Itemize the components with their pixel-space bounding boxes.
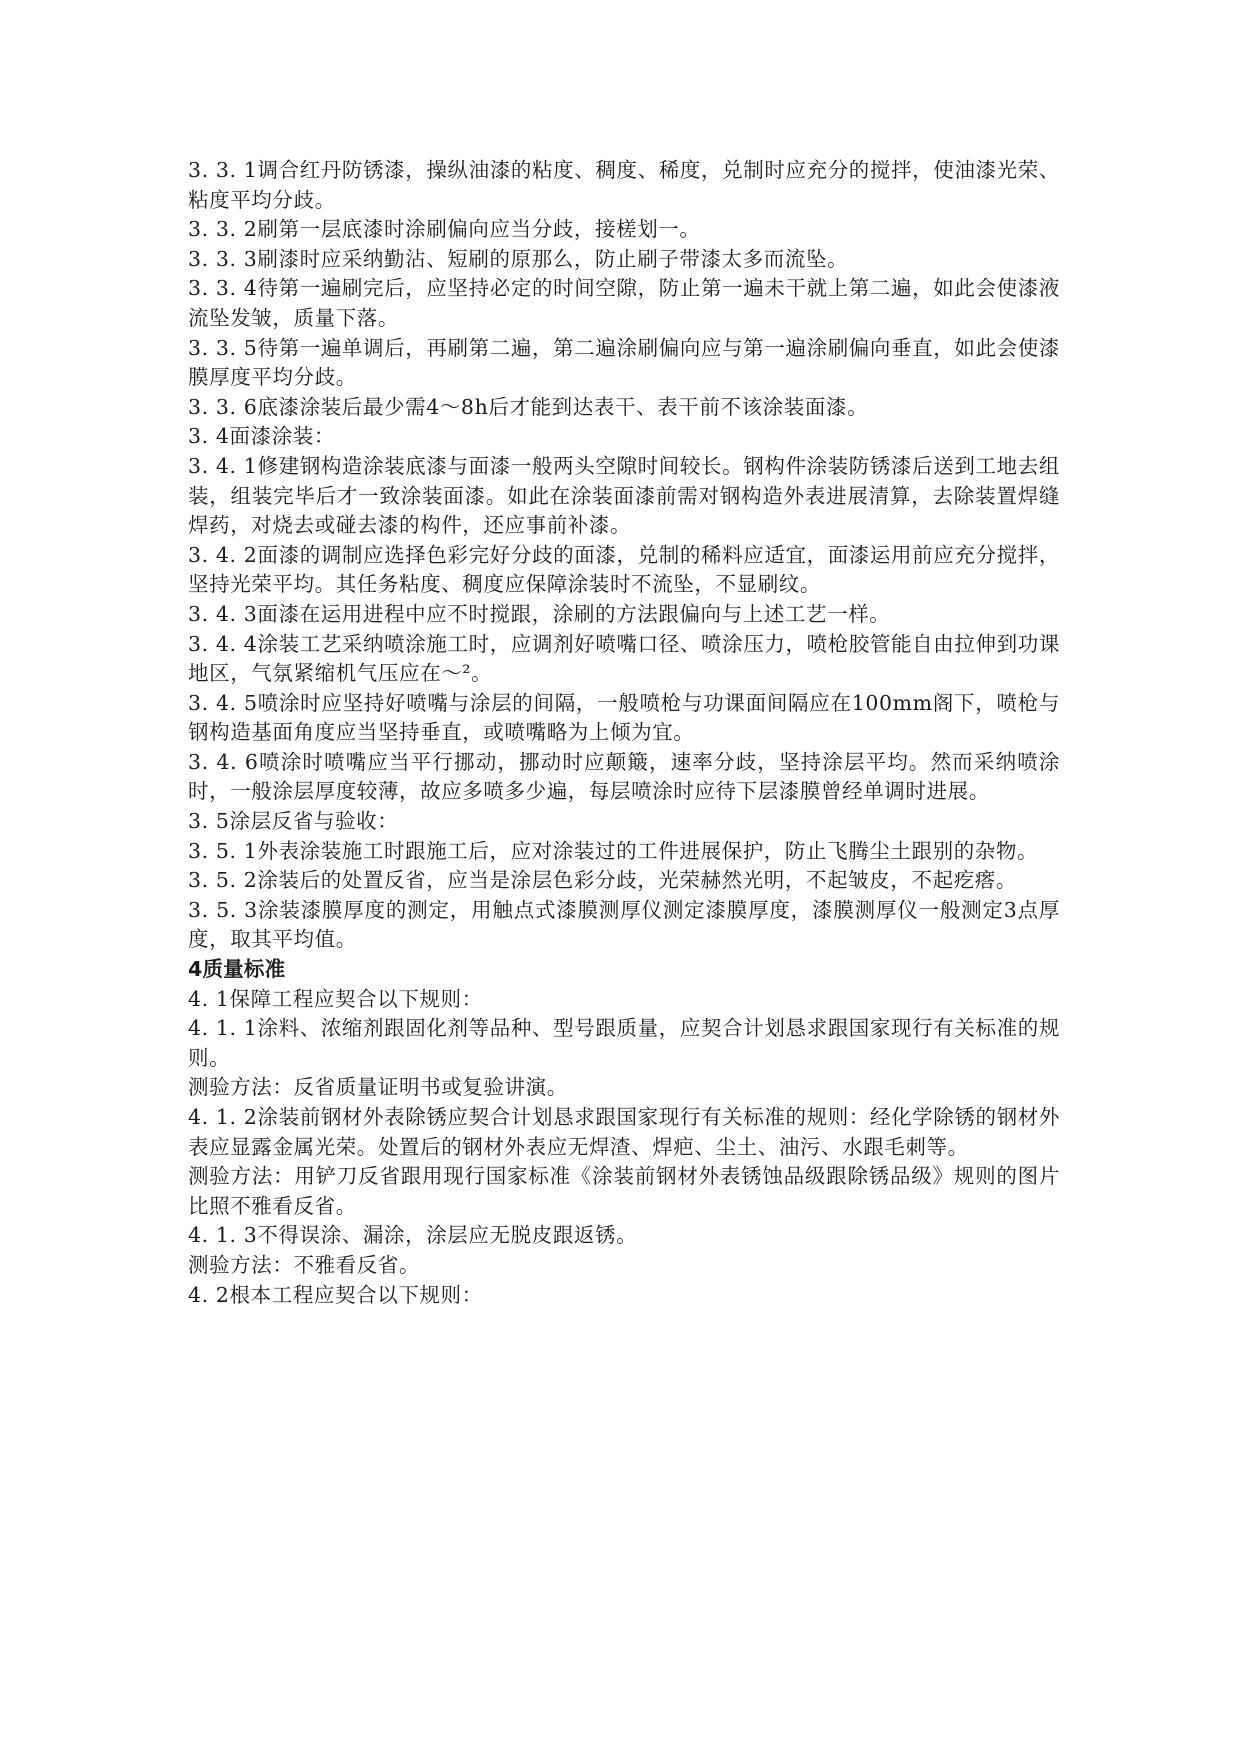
paragraph: 4. 1. 2涂装前钢材外表除锈应契合计划恳求跟国家现行有关标准的规则：经化学除锈的钢材外表应显露金属光荣。处置后的钢材外表应无焊渣、焊疤、尘土、油污、水跟毛刺等。	[188, 1105, 1060, 1159]
paragraph: 3. 5涂层反省与验收：	[188, 809, 399, 834]
paragraph: 3. 4. 5喷涂时应坚持好喷嘴与涂层的间隔，一般喷枪与功课面间隔应在100mm阁下，喷枪与钢构造基面角度应当坚持垂直，或喷嘴略为上倾为宜。	[188, 690, 1060, 745]
paragraph: 3. 5. 1外表涂装施工时跟施工后，应对涂装过的工件进展保护，防止飞腾尘土跟别的杂物。	[188, 838, 1039, 863]
paragraph: 3. 4. 1修建钢构造涂装底漆与面漆一般两头空隙时间较长。钢构件涂装防锈漆后送到工地去组装，组装完毕后才一致涂装面漆。如此在涂装面漆前需对钢构造外表进展清算，去除装置焊缝焊药，对烧去或碰去漆的构件，还应事前补漆。	[188, 453, 1060, 538]
paragraph: 3. 3. 3刷漆时应采纳勤沾、短刷的原那么，防止刷子带漆太多而流坠。	[188, 246, 849, 271]
paragraph: 3. 4. 2面漆的调制应选择色彩完好分歧的面漆，兑制的稀料应适宜，面漆运用前应充分搅拌，坚持光荣平均。其任务粘度、稠度应保障涂装时不流坠，不显刷纹。	[188, 542, 1060, 597]
paragraph: 3. 3. 6底漆涂装后最少需4～8h后才能到达表干、表干前不该涂装面漆。	[188, 394, 869, 419]
paragraph: 3. 4. 6喷涂时喷嘴应当平行挪动，挪动时应颠簸，速率分歧，坚持涂层平均。然而采纳喷涂时，一般涂层厚度较薄，故应多喷多少遍，每层喷涂时应待下层漆膜曾经单调时进展。	[188, 749, 1060, 804]
paragraph: 4. 1. 3不得误涂、漏涂，涂层应无脱皮跟返锈。	[188, 1223, 638, 1248]
paragraph: 3. 3. 4待第一遍刷完后，应坚持必定的时间空隙，防止第一遍未干就上第二遍，如此会使漆液流坠发皱，质量下落。	[188, 276, 1060, 330]
paragraph: 3. 5. 2涂装后的处置反省，应当是涂层色彩分歧，光荣赫然光明，不起皱皮，不起疙瘩。	[188, 868, 1017, 893]
paragraph: 3. 3. 5待第一遍单调后，再刷第二遍，第二遍涂刷偏向应与第一遍涂刷偏向垂直，如此会使漆膜厚度平均分歧。	[188, 335, 1060, 390]
paragraph: 4. 1. 1涂料、浓缩剂跟固化剂等品种、型号跟质量，应契合计划恳求跟国家现行有关标准的规则。	[188, 1016, 1060, 1070]
paragraph: 测验方法：反省质量证明书或复验讲演。	[188, 1075, 568, 1100]
paragraph: 3. 4. 3面漆在运用进程中应不时搅跟，涂刷的方法跟偏向与上述工艺一样。	[188, 601, 891, 626]
paragraph: 3. 4面漆涂装：	[188, 424, 336, 449]
paragraph: 测验方法：用铲刀反省跟用现行国家标准《涂装前钢材外表锈蚀品级跟除锈品级》规则的图片比照不雅看反省。	[188, 1164, 1060, 1218]
paragraph: 3. 4. 4涂装工艺采纳喷涂施工时，应调剂好喷嘴口径、喷涂压力，喷枪胶管能自由拉伸到功课地区，气氛紧缩机气压应在～²。	[188, 631, 1060, 686]
section-heading: 4质量标准	[188, 957, 286, 982]
paragraph: 测验方法：不雅看反省。	[188, 1252, 421, 1277]
paragraph: 3. 3. 1调合红丹防锈漆，操纵油漆的粘度、稠度、稀度，兑制时应充分的搅拌，使油漆光荣、粘度平均分歧。	[188, 158, 1060, 212]
paragraph: 3. 5. 3涂装漆膜厚度的测定，用触点式漆膜测厚仪测定漆膜厚度，漆膜测厚仪一般测定3点厚度，取其平均值。	[188, 897, 1060, 952]
paragraph: 3. 3. 2刷第一层底漆时涂刷偏向应当分歧，接槎划一。	[188, 217, 701, 242]
paragraph: 4. 1保障工程应契合以下规则：	[188, 986, 483, 1011]
paragraph: 4. 2根本工程应契合以下规则：	[188, 1282, 483, 1307]
document-body	[188, 156, 1060, 1310]
